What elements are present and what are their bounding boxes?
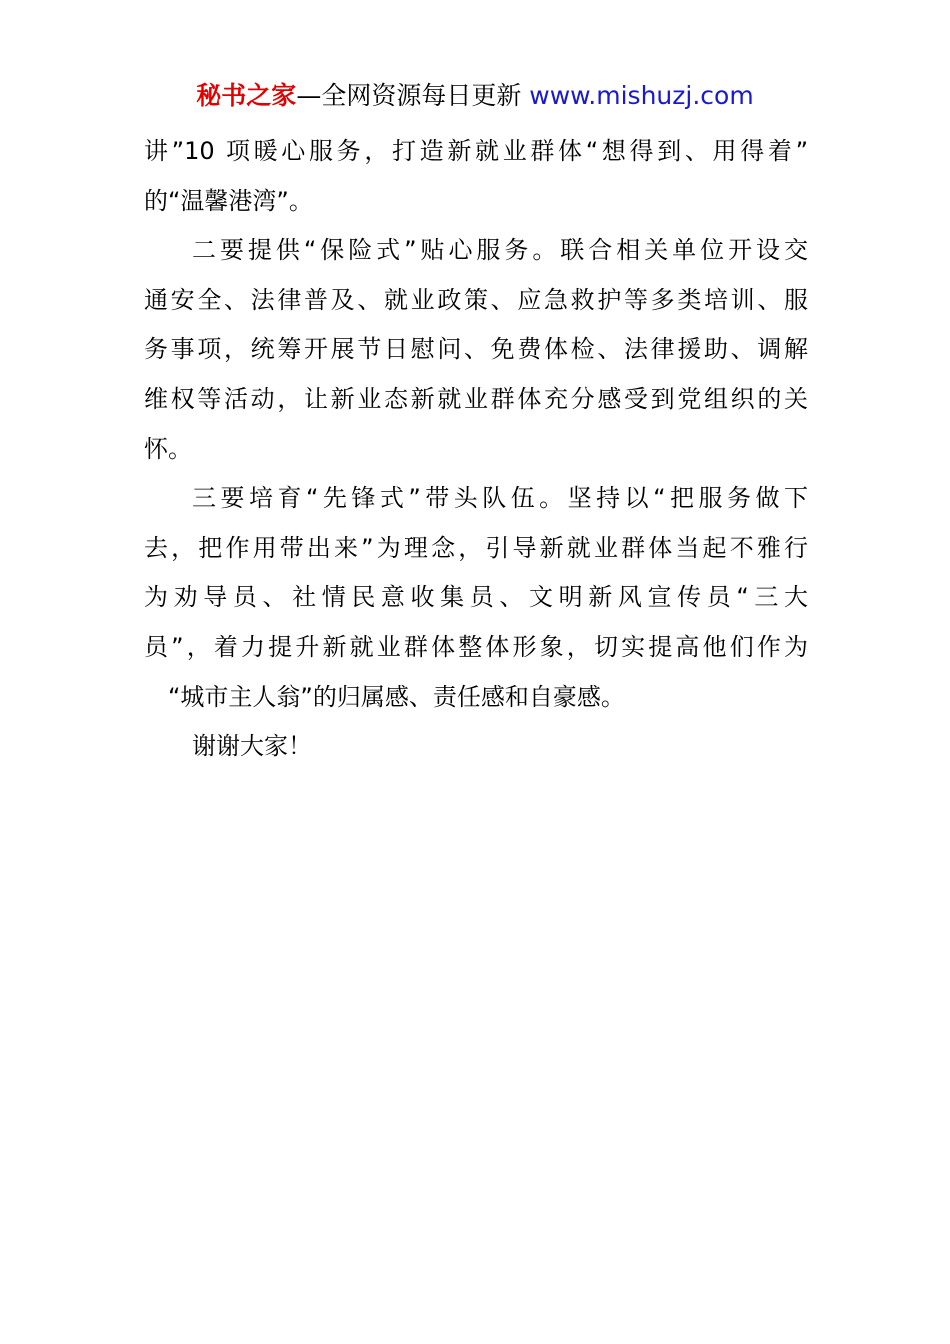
closing-line: 谢谢大家！: [192, 732, 312, 761]
page-header: [0, 78, 950, 114]
text-line: “城市主人翁”的归属感、责任感和自豪感。: [168, 682, 625, 711]
site-url-link[interactable]: www.mishuzj.com: [529, 81, 754, 110]
text-line: 为劝导员、社情民意收集员、文明新风宣传员“三大: [144, 583, 808, 612]
text-line: 的“温馨港湾”。: [144, 186, 313, 215]
paragraph-start-line: 三要培育“先锋式”带头队伍。坚持以“把服务做下: [192, 484, 808, 513]
text-line: 员”，着力提升新就业群体整体形象，切实提高他们作为: [144, 632, 808, 661]
text-line: 讲”10 项暖心服务，打造新就业群体“想得到、用得着”: [144, 137, 808, 165]
site-brand: 秘书之家: [196, 81, 297, 110]
paragraph-start-line: 二要提供“保险式”贴心服务。联合相关单位开设交: [192, 236, 808, 265]
site-tagline: —全网资源每日更新: [296, 81, 530, 110]
text-line: 通安全、法律普及、就业政策、应急救护等多类培训、服: [144, 285, 808, 314]
document-body: [144, 127, 808, 772]
text-line: 维权等活动，让新业态新就业群体充分感受到党组织的关: [144, 384, 808, 413]
text-line: 怀。: [144, 434, 192, 463]
text-line: 去，把作用带出来”为理念，引导新就业群体当起不雅行: [144, 533, 808, 562]
text-line: 务事项，统筹开展节日慰问、免费体检、法律援助、调解: [144, 335, 808, 364]
